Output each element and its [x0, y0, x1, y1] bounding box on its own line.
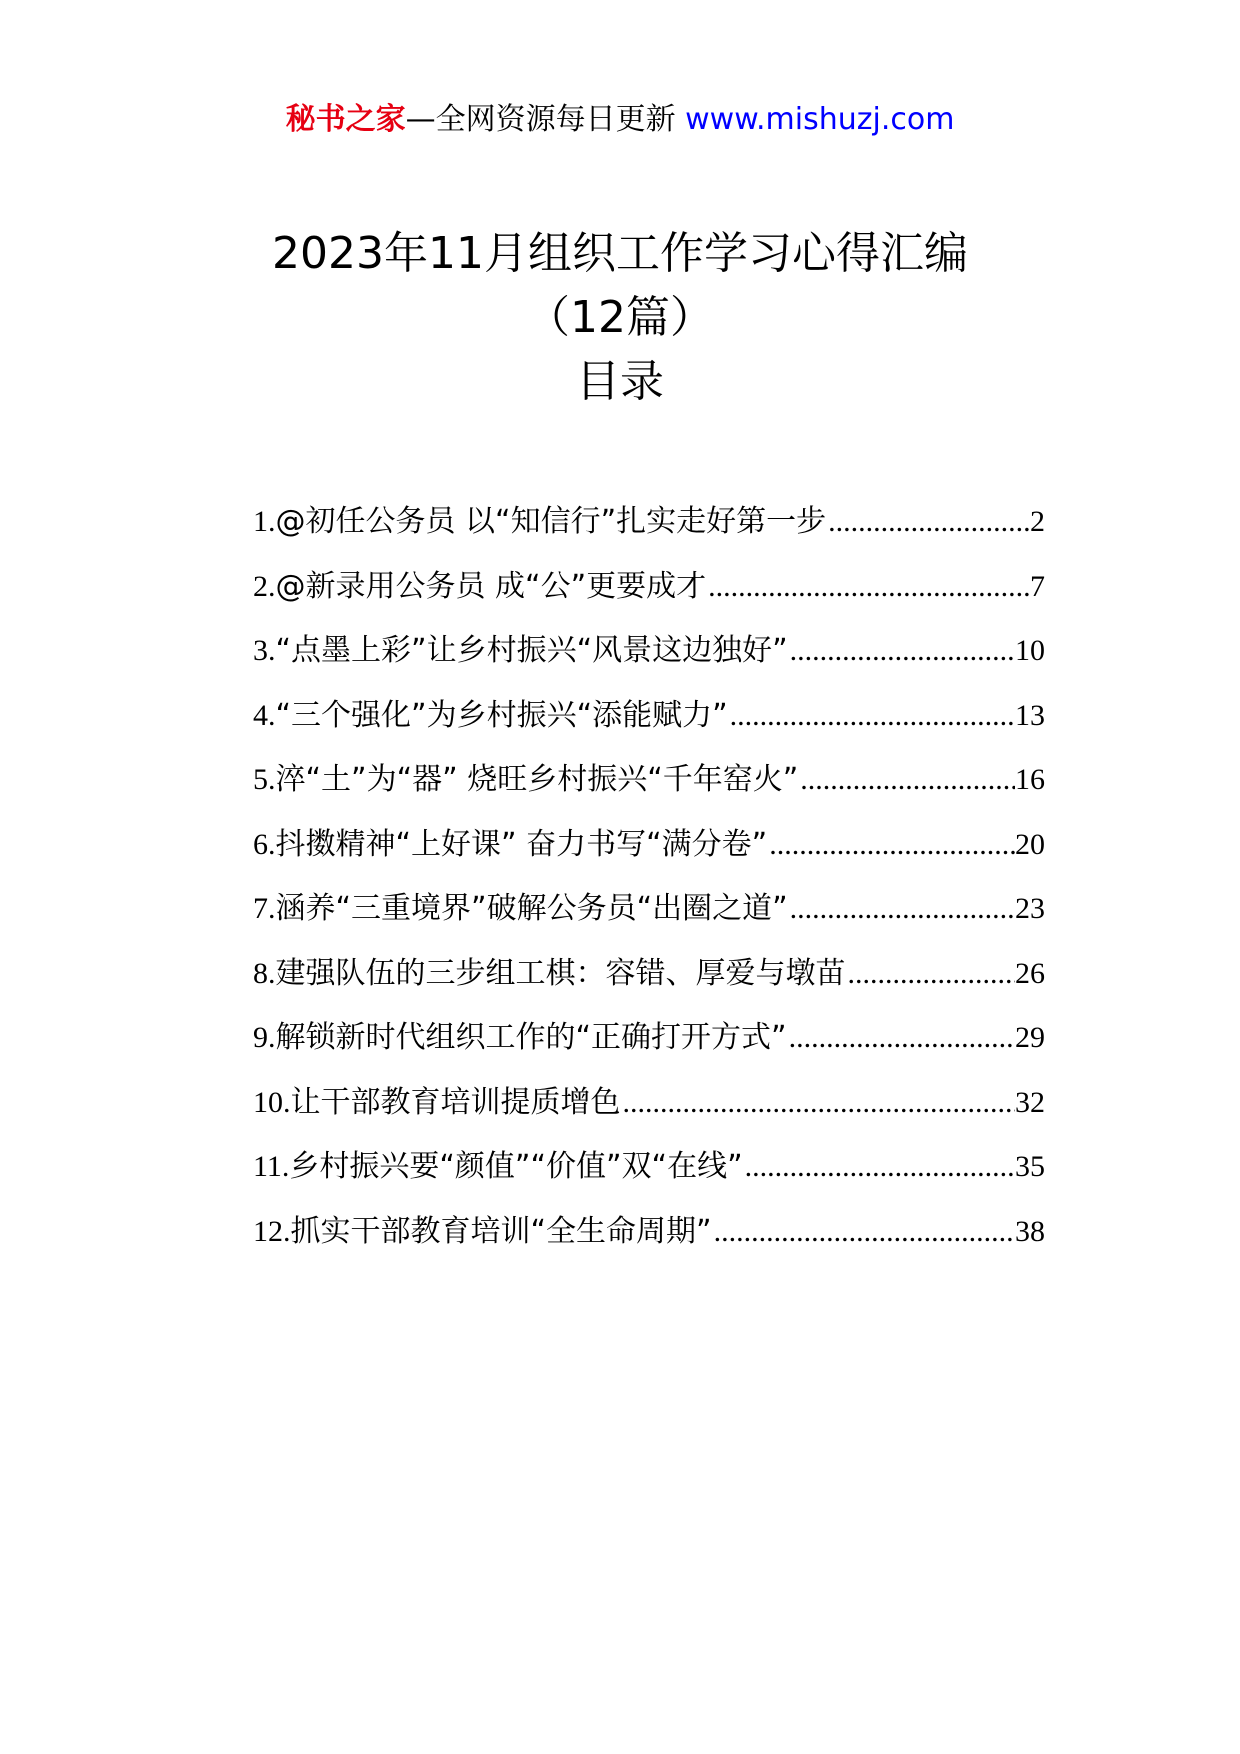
- table-of-contents: [253, 490, 1045, 1264]
- toc-dot-leader: [728, 684, 1015, 749]
- toc-entry[interactable]: [253, 813, 1045, 878]
- toc-entry-page-number: 38: [1015, 1214, 1045, 1248]
- toc-dot-leader: [788, 619, 1015, 684]
- toc-entry-title: 抓实干部教育培训“全生命周期”: [290, 1213, 712, 1249]
- toc-dot-leader: [826, 490, 1030, 555]
- toc-entry-number: 7.: [253, 892, 276, 925]
- toc-entry[interactable]: [253, 490, 1045, 555]
- toc-entry[interactable]: [253, 1135, 1045, 1200]
- toc-entry-number: 1.: [253, 505, 276, 538]
- toc-entry[interactable]: [253, 1071, 1045, 1136]
- document-title: 2023年11月组织工作学习心得汇编: [272, 228, 968, 279]
- toc-entry[interactable]: [253, 555, 1045, 620]
- toc-dot-leader: [621, 1071, 1016, 1136]
- toc-entry[interactable]: [253, 877, 1045, 942]
- toc-entry-number: 9.: [253, 1021, 276, 1054]
- toc-entry-number: 5.: [253, 763, 276, 796]
- toc-entry-number: 8.: [253, 956, 276, 990]
- toc-entry-title: 乡村振兴要“颜值”“价值”双“在线”: [289, 1149, 743, 1184]
- toc-dot-leader: [788, 877, 1015, 942]
- toc-entry-number: 3.: [253, 634, 276, 667]
- document-title-block: [0, 222, 1240, 414]
- toc-dot-leader: [712, 1200, 1015, 1265]
- toc-entry-page-number: 16: [1015, 763, 1045, 796]
- toc-entry-title: @初任公务员 以“知信行”扎实走好第一步: [275, 504, 827, 539]
- toc-entry-number: 6.: [253, 827, 276, 861]
- toc-entry-title: 建强队伍的三步组工棋：容错、厚爱与墩苗: [275, 955, 846, 991]
- document-subtitle: （12篇）: [526, 292, 714, 343]
- brand-name: 秘书之家: [285, 102, 406, 137]
- toc-dot-leader: [846, 942, 1016, 1007]
- toc-entry[interactable]: [253, 684, 1045, 749]
- toc-entry[interactable]: [253, 1200, 1045, 1265]
- toc-entry-title: 淬“土”为“器” 烧旺乡村振兴“千年窑火”: [275, 762, 799, 797]
- toc-entry-page-number: 35: [1015, 1150, 1045, 1183]
- toc-dot-leader: [798, 748, 1015, 813]
- toc-entry-page-number: 29: [1015, 1021, 1045, 1054]
- toc-entry-number: 2.: [253, 569, 276, 603]
- toc-entry-page-number: 13: [1015, 698, 1045, 732]
- toc-entry-title: 解锁新时代组织工作的“正确打开方式”: [275, 1020, 787, 1055]
- toc-entry-page-number: 7: [1030, 569, 1045, 603]
- site-url-link[interactable]: www.mishuzj.com: [685, 102, 955, 137]
- toc-dot-leader: [787, 1006, 1015, 1071]
- toc-entry-page-number: 23: [1015, 892, 1045, 925]
- toc-dot-leader: [743, 1135, 1015, 1200]
- toc-entry[interactable]: [253, 1006, 1045, 1071]
- toc-entry-number: 10.: [253, 1085, 291, 1119]
- site-header: [0, 100, 1240, 140]
- toc-entry-page-number: 32: [1015, 1085, 1045, 1119]
- toc-entry[interactable]: [253, 748, 1045, 813]
- toc-entry-title: 涵养“三重境界”破解公务员“出圈之道”: [275, 891, 788, 926]
- toc-entry-number: 4.: [253, 698, 276, 732]
- toc-entry-title: “点墨上彩”让乡村振兴“风景这边独好”: [275, 633, 788, 668]
- toc-entry[interactable]: [253, 942, 1045, 1007]
- toc-entry[interactable]: [253, 619, 1045, 684]
- toc-dot-leader: [767, 813, 1015, 878]
- toc-entry-page-number: 26: [1015, 956, 1045, 990]
- toc-dot-leader: [706, 555, 1030, 620]
- toc-entry-page-number: 10: [1015, 634, 1045, 667]
- toc-entry-page-number: 20: [1015, 827, 1045, 861]
- toc-entry-number: 12.: [253, 1214, 291, 1248]
- toc-entry-title: @新录用公务员 成“公”更要成才: [275, 568, 707, 604]
- toc-entry-title: 让干部教育培训提质增色: [290, 1084, 621, 1120]
- toc-entry-title: “三个强化”为乡村振兴“添能赋力”: [275, 697, 728, 733]
- toc-entry-title: 抖擞精神“上好课” 奋力书写“满分卷”: [275, 826, 768, 862]
- toc-entry-number: 11.: [253, 1150, 290, 1183]
- toc-heading: 目录: [576, 356, 664, 407]
- toc-entry-page-number: 2: [1030, 505, 1045, 538]
- header-tagline: —全网资源每日更新: [405, 102, 676, 137]
